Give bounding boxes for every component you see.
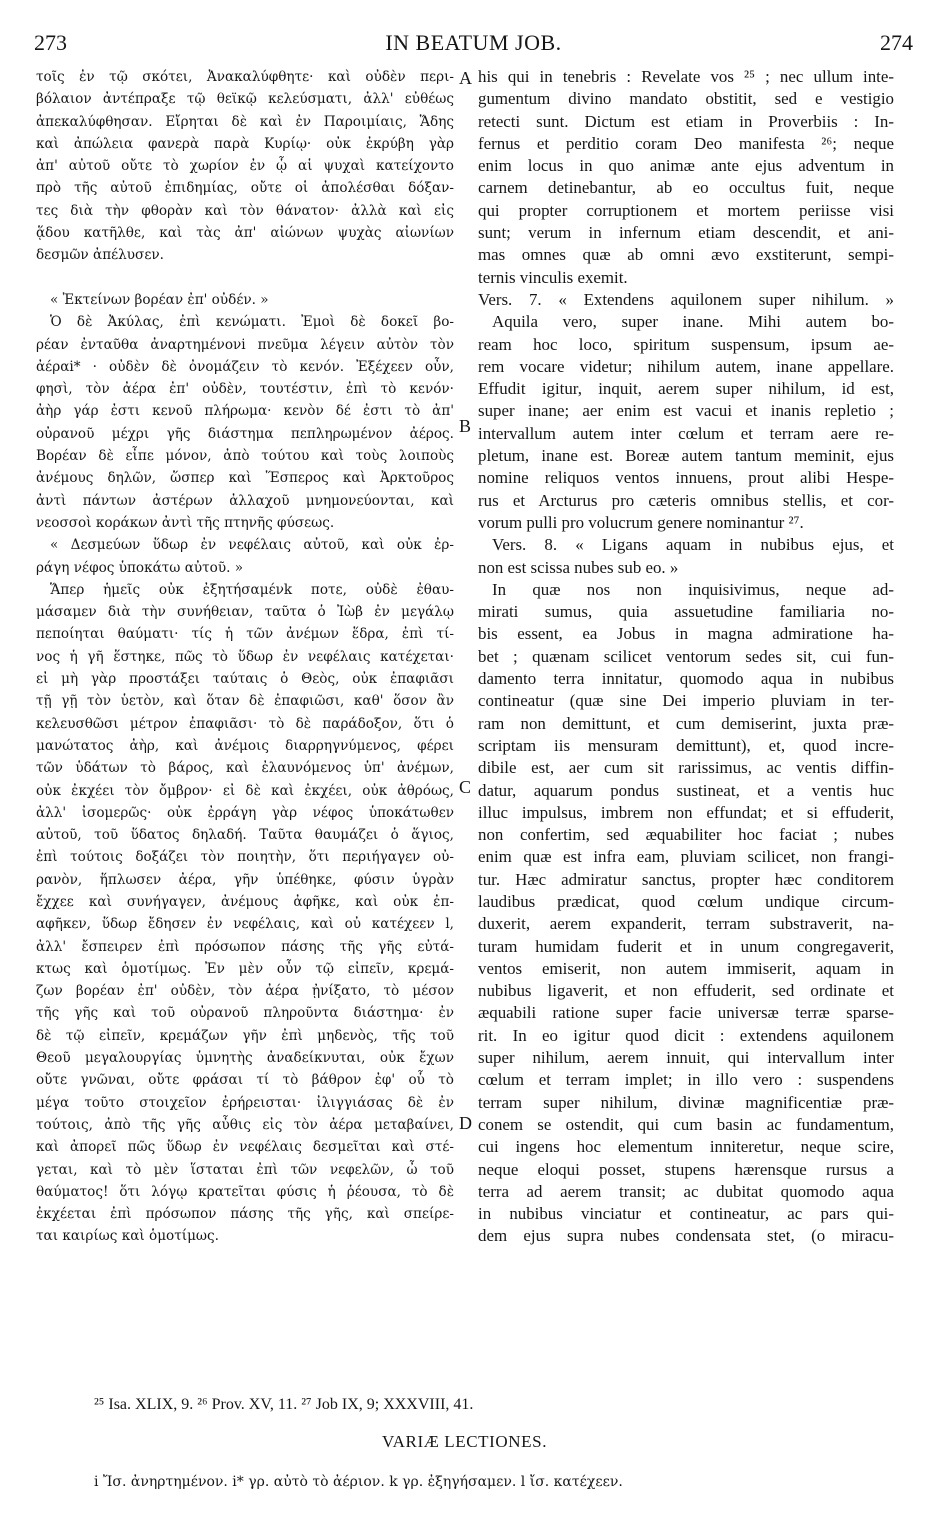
latin-text-line: Vers. 8. « Ligans aquam in nubibus ejus, et (492, 535, 894, 555)
greek-text-line: ράγη νέφος ὑποκάτω αὐτοῦ. » (36, 559, 244, 576)
greek-text-line: ρέαν ἐνταῦθα ἀναρτημένονi πνεῦμα λέγειν αὐτὸν τὸν (36, 336, 454, 353)
greek-text-line: Ἅπερ ἡμεῖς οὐκ ἐξητήσαμένk ποτε, οὐδὲ ἐθαυ- (50, 581, 454, 598)
greek-text-line: ζων βορέαν ἐπ' οὐδὲν, τὸν ἀέρα ᾐνίξατο, τὸ μέσον (36, 983, 454, 1000)
greek-text-line: ρανὸν, ἥπλωσεν ἀέρα, γῆν ὑπέθηκε, φύσιν ὑγρὰν (36, 871, 454, 888)
latin-text-line: æquabili ratione super facie universæ terræ sparse- (478, 1003, 894, 1023)
section-marker-b: B (459, 416, 472, 436)
greek-text-line: κτως καὶ ὁμοτίμως. Ἐν μὲν οὖν τῷ εἰπεῖν, κρεμά- (36, 960, 454, 977)
greek-text-line: ἐκχέεται ἐπὶ πρόσωπον πάσης τῆς γῆς, καὶ σπείρε- (36, 1206, 454, 1223)
greek-text-line: οὔτε γνῶναι, οὔτε φράσαι τί τὸ βάθρον ἐφ' οὗ τὸ (36, 1072, 454, 1089)
greek-text-line: μανώτατος ἀὴρ, καὶ ἀνέμοις διαρρηγνύμενος, φέρει (36, 737, 454, 754)
greek-text-line: καὶ ἀπορεῖ πῶς ὕδωρ ἐν νεφέλαις δεσμεῖται καὶ στέ- (36, 1139, 454, 1156)
latin-text-line: damento terra innitatur, quomodo aqua in nubibus (478, 669, 894, 689)
greek-text-line: νος ἡ γῆ ἕστηκε, πῶς τὸ ὕδωρ ἐν νεφέλαις κατέχεται· (36, 648, 454, 665)
greek-text-line: δὲ τῷ εἰπεῖν, κρεμάζων γῆν ἐπὶ μηδενὸς, τῆς τοῦ (36, 1027, 454, 1044)
page-title: IN BEATUM JOB. (385, 30, 562, 55)
greek-text-line: τῆς γῆς καὶ τοῦ οὐρανοῦ πληροῦντα διάστημα· ἐν (36, 1005, 454, 1022)
greek-text-line: τῇ γῇ τὸν ὑετὸν, καὶ ὅταν δὲ ἐπαφιῶσι, καθ' ὅσον ἂν (36, 693, 454, 710)
latin-text-line: mirati sumus, quia assuetudine familiaria no- (478, 602, 894, 622)
running-head (34, 30, 913, 60)
greek-text-line: Ὁ δὲ Ἀκύλας, ἐπὶ κενώματι. Ἐμοὶ δὲ δοκεῖ βο- (50, 314, 454, 331)
greek-text-line: Θεοῦ μεγαλουργίας ὑμνητὴς ἀναδείκνυται, οὐκ ἔχων (36, 1050, 454, 1067)
latin-text-line: carnem detinebantur, ab eo occultus fuit, neque (478, 178, 894, 198)
latin-text-line: ventos emiserit, non autem immiserit, aquam in (478, 958, 894, 978)
latin-text-line: bis essent, ea Jobus in magna admiratione ha- (478, 624, 894, 644)
greek-text-line: καὶ ἀπώλεια φανερὰ παρὰ Κυρίῳ· οὐκ ἐκρύβη γὰρ (36, 135, 454, 152)
greek-text-line: τες διὰ τὴν φθορὰν καὶ τὸν θάνατον· ἀλλὰ καὶ εἰς (36, 202, 454, 219)
latin-text-line: ream hoc loco, spiritum suspensum, ipsum ae- (478, 334, 894, 354)
latin-text-line: bet ; quænam scilicet ventorum sedes sit, cui fun- (478, 646, 894, 666)
latin-text-line: contineatur (quæ sine Dei imperio pluviam in ter- (478, 691, 894, 711)
latin-text-line: tur. Hæc admiratur sanctus, propter hæc conditorem (478, 869, 894, 889)
latin-text-line: pletum, inane est. Boreæ autem tantum meminit, ejus (478, 446, 894, 466)
latin-text-line: nubibus ligaverit, et non effuderit, sed ordinate et (478, 981, 894, 1001)
latin-text-line: datur, aquarum pondus sustineat, et a ventis huc (478, 780, 894, 800)
greek-text-line (36, 267, 454, 289)
greek-text-line: νεοσσοὶ κοράκων ἀντὶ τῆς πτηνῆς φύσεως. (36, 514, 335, 531)
greek-text-line: βόλαιον ἀντέπραξε τῷ θεϊκῷ κελεύσματι, ἀλλ' εὐθέως (36, 91, 454, 108)
latin-column (478, 66, 894, 1248)
latin-text-line: ternis vinculis exemit. (478, 267, 628, 287)
greek-text-line: « Ἐκτείνων βορέαν ἐπ' οὐδέν. » (50, 291, 269, 308)
latin-text-line: dibile est, aer cum sit rarissimus, ac ventis diffin- (478, 758, 894, 778)
latin-text-line: intervallum autem inter cœlum et terram aere re- (478, 423, 894, 443)
greek-text-line: ἀλλ' ἔσπειρεν ἐπὶ πρόσωπον πάσης τῆς γῆς εὐτά- (36, 938, 454, 955)
greek-text-line: γεται, καὶ τὸ μὲν ἵσταται ἐπὶ τῶν νεφελῶν, ὦ τοῦ (36, 1161, 454, 1178)
latin-text-line: retecti sunt. Dictum est etiam in Proverbiis : In- (478, 111, 894, 131)
latin-text-line: cui ingens hoc elementum inniteretur, neque scire, (478, 1137, 894, 1157)
latin-text-line: sunt; verum in infernum etiam descendit, et ani- (478, 223, 894, 243)
latin-text-line: gumentum divino mandato obstitit, sed e vestigio (478, 89, 894, 109)
greek-text-line: ἀντὶ πάντων ἀστέρων ἀλλαχοῦ μνημονεύονται, καὶ (36, 492, 454, 509)
latin-text-line: enim locus in quo animæ ante ejus adventum in (478, 156, 894, 176)
greek-text-line: ἀπεκαλύφθησαν. Εἴρηται δὲ καὶ ἐν Παροιμίαις, Ἅδης (36, 113, 454, 130)
greek-text-line: « Δεσμεύων ὕδωρ ἐν νεφέλαις αὐτοῦ, καὶ οὐκ ἐρ- (50, 537, 454, 554)
latin-text-line: super nihilum, aerem innuit, qui intervallum inter (478, 1048, 894, 1068)
latin-text-line: fernus et perditio coram Deo manifesta ²⁶; neque (478, 133, 894, 153)
greek-text-line: αφῆκεν, ὕδωρ ἔδησεν ἐν νεφέλαις, καὶ οὐ κατέχεεν l, (36, 916, 454, 933)
greek-text-line: μάσαμεν διὰ τὴν συνήθειαν, ταῦτα ὁ Ἰὼβ ἐν μεγάλῳ (36, 604, 454, 621)
latin-text-line: enim quæ est infra eam, pluviam scilicet, non frangi- (478, 847, 894, 867)
greek-text-line: εἰ μὴ γὰρ προστάξει ταύταις ὁ Θεὸς, οὐκ ἐπαφιᾶσι (36, 671, 454, 688)
latin-text-line: Effudit igitur, inquit, aerem super nihilum, id est, (478, 379, 894, 399)
latin-text-line: Aquila vero, super inane. Mihi autem bo- (492, 312, 894, 332)
latin-text-line: rus et Arcturus pro cæteris omnibus stellis, et cor- (478, 490, 894, 510)
latin-text-line: rit. In eo igitur quod dicit : extendens aquilonem (478, 1025, 894, 1045)
latin-text-line: In quæ nos non inquisivimus, neque ad- (492, 579, 894, 599)
greek-text-line: θαύματος! ὅτι λόγῳ κρατεῖται φύσις ἡ ῥέουσα, τὸ δὲ (36, 1183, 454, 1200)
greek-text-line: δεσμῶν ἀπέλυσεν. (36, 247, 164, 264)
greek-text-line: ἀέραi* · οὐδὲν δὲ ὀνομάζειν τὸ κενόν. Ἐξέχεεν οὖν, (36, 358, 454, 375)
section-marker-a: A (459, 68, 472, 88)
page-number-right: 274 (880, 30, 913, 55)
variae-lectiones-title: VARIÆ LECTIONES. (381, 1432, 548, 1451)
greek-text-line: πεποίηται θαύματι· τίς ἡ τῶν ἀνέμων ἕδρα, ἐπὶ τί- (36, 626, 454, 643)
latin-text-line: his qui in tenebris : Revelate vos ²⁵ ; nec ullum inte- (478, 67, 894, 86)
latin-text-line: dem ejus supra nubes condensata stet, (o miracu- (478, 1226, 894, 1246)
latin-text-line: scriptam iis mensuram demittunt), et, quod incre- (478, 735, 894, 755)
latin-text-line: laudibus prædicat, quod cœlum undique circum- (478, 891, 894, 911)
greek-text-line: ἀνέμους δηλῶν, ὥσπερ καὶ Ἕσπερος καὶ Ἀρκτοῦρος (36, 470, 454, 487)
greek-text-line: αὐτοῦ, τοῦ ὕδατος δηλαδή. Ταῦτα θαυμάζει ὁ ἅγιος, (36, 827, 454, 844)
greek-text-line: ἀὴρ γάρ ἐστι κενοῦ πλήρωμα· κενὸν δέ ἐστι τὸ ἀπ' (36, 403, 454, 420)
greek-text-line: ἔχχεε καὶ συνήγαγεν, ἀνέμους ἀφῆκε, καὶ οὐκ ἐπ- (36, 893, 454, 910)
latin-text-line: mas omnes quæ ab omni ævo exstiterunt, sempi- (478, 245, 894, 265)
greek-text-line: Βορέαν δὲ εἶπε μόνον, ἀπὸ τούτου καὶ τοὺς λοιποὺς (36, 448, 454, 465)
latin-text-line: super inane; aer enim est vacui et inanis repletio ; (478, 401, 894, 421)
greek-text-line: τῶν ὑδάτων τὸ βάρος, καὶ ἐλαυνόμενος ὑπ' ἀνέμων, (36, 760, 454, 777)
latin-text-line: non est scissa nubes sub eo. » (478, 557, 679, 577)
greek-text-line: ἀλλ' ἰσομερῶς· οὐκ ἐρράγη γὰρ νέφος ὑποκάτωθεν (36, 804, 454, 821)
greek-text-line: ἐπὶ τούτοις δοξάζει τὸν ποιητὴν, ὅτι περιήγαγεν οὐ- (36, 849, 454, 866)
greek-text-line: τοῖς ἐν τῷ σκότει, Ἀνακαλύφθητε· καὶ οὐδὲν περι- (36, 69, 454, 85)
greek-text-line: κελευσθῶσι μέτρον ἐπαφιᾶσι· τὸ δὲ παράδοξον, ὅτι ὁ (36, 715, 454, 732)
latin-text-line: non confertim, sed æquabiliter hoc faciat ; nubes (478, 825, 894, 845)
latin-text-line: illuc impulsus, imbrem non effundat; et si effuderit, (478, 802, 894, 822)
latin-text-line: in nubibus vinciatur et contineatur, ac pars qui- (478, 1204, 894, 1224)
variae-lectiones: i Ἴσ. ἀνηρτημένον. i* γρ. αὐτὸ τὸ ἀέριον. k γρ. ἐξηγήσαμεν. l ἴσ. κατέχεεν. (94, 1474, 623, 1490)
latin-text-line: duxerit, aerem expanderit, terram substraverit, na- (478, 914, 894, 934)
greek-text-line: πρὸ τῆς αὐτοῦ ἐπιδημίας, οὔτε οἱ ἀπολέσθαι δόξαν- (36, 180, 454, 197)
latin-text-line: Vers. 7. « Extendens aquilonem super nihilum. » (478, 289, 894, 309)
latin-text-line: turam humidam fuderit et in unum congregaverit, (478, 936, 894, 956)
greek-text-line: ται καιρίως καὶ ὁμοτίμως. (36, 1228, 219, 1245)
latin-text-line: neque eloqui posset, stupens hærensque rursus a (478, 1159, 894, 1179)
latin-text-line: terram super nihilum, divinæ magnificentiæ præ- (478, 1092, 894, 1112)
latin-text-line: terra ad aerem transit; ac dubitat quomodo aqua (478, 1181, 894, 1201)
latin-text-line: ram non demittunt, et cum demiserint, juxta præ- (478, 713, 894, 733)
footnotes: ²⁵ Isa. XLIX, 9. ²⁶ Prov. XV, 11. ²⁷ Job IX, 9; XXXVIII, 41. (94, 1396, 474, 1413)
greek-text-line: ᾅδου κατῆλθε, καὶ τὰς ἀπ' αἰώνων ψυχὰς αἰωνίων (36, 225, 454, 242)
greek-text-line: οὐρανοῦ μέχρι γῆς διάστημα πεπληρωμένον ἀέρος. (36, 425, 454, 442)
section-marker-d: D (459, 1113, 472, 1133)
latin-text-line: cœlum et terram implet; in illo vero : suspendens (478, 1070, 894, 1090)
latin-text-line: conem se ostendit, qui cum basin ac fundamentum, (478, 1114, 894, 1134)
section-marker-c: C (459, 777, 472, 797)
greek-column (36, 66, 454, 1248)
latin-text-line: vorum pulli pro volucrum genere nominantur ²⁷. (478, 512, 804, 532)
greek-text-line: μέγα τοῦτο στοιχεῖον ἐρήρεισται· ἰλιγγιάσας δὲ ἐν (36, 1094, 454, 1111)
greek-text-line: φησὶ, τὸν ἀέρα ἐπ' οὐδὲν, τουτέστιν, ἐπὶ τὸ κενόν· (36, 381, 454, 398)
greek-text-line: ἀπ' αὐτοῦ οὔτε τὸ χωρίον ἐν ᾧ αἱ ψυχαὶ κατείχοντο (36, 158, 454, 175)
latin-text-line: rem vocare videtur; nihilum autem, inane appellare. (478, 356, 894, 376)
page-number-left: 273 (34, 30, 67, 55)
latin-text-line: qui propter corruptionem et mortem periisse visi (478, 200, 894, 220)
latin-text-line: nomine reliquos ventos innuens, prout alibi Hespe- (478, 468, 894, 488)
greek-text-line: τούτοις, ἀπὸ τῆς γῆς αὖθις εἰς τὸν ἀέρα μεταβαίνει, (36, 1116, 454, 1133)
greek-text-line: οὐκ ἐκχέει τὸν ὄμβρον· εἰ δὲ καὶ ἐκχέει, οὐκ ἀθρόως, (36, 782, 454, 799)
